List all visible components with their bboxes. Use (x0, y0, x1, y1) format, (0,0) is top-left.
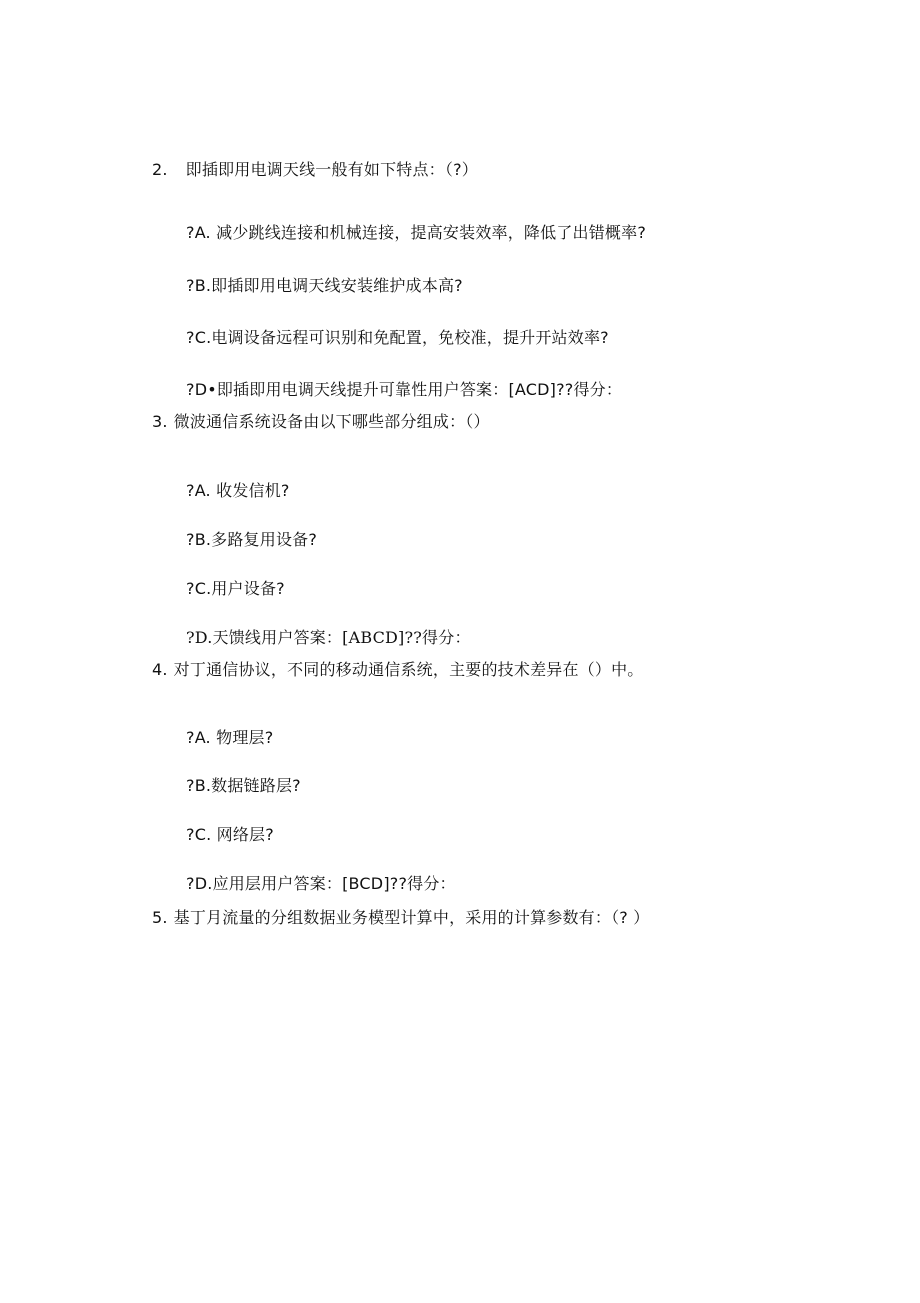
question-3 (152, 412, 490, 432)
option-c: ?C. 网络层? (186, 825, 274, 844)
question-number: 3. (152, 412, 168, 431)
option-a: ?A. 减少跳线连接和机械连接，提高安装效率，降低了出错概率? (186, 223, 647, 242)
question-number: 5. (152, 908, 168, 927)
option-d-answer: ?D.天馈线用户答案：[ABCD]??得分： (186, 628, 471, 647)
question-2 (152, 160, 478, 180)
option-d-answer: ?D•即插即用电调天线提升可靠性用户答案：[ACD]??得分： (186, 380, 623, 399)
option-b: ?B.多路复用设备? (186, 530, 318, 549)
option-c: ?C.电调设备远程可识别和免配置，免校准，提升开站效率? (186, 328, 609, 347)
option-b: ?B.数据链路层? (186, 776, 301, 795)
question-4 (152, 660, 643, 680)
option-a: ?A. 收发信机? (186, 481, 290, 500)
option-b: ?B.即插即用电调天线安装维护成本高? (186, 276, 463, 295)
question-number: 2. (152, 160, 168, 179)
option-a: ?A. 物理层? (186, 728, 274, 747)
question-5 (152, 908, 649, 928)
question-text: 基丁月流量的分组数据业务模型计算中，采用的计算参数有：（? ） (173, 908, 650, 927)
question-text: 即插即用电调天线一般有如下特点：（?） (185, 160, 478, 179)
option-c: ?C.用户设备? (186, 579, 285, 598)
question-text: 对丁通信协议，不同的移动通信系统，主要的技术差异在（）中。 (173, 660, 644, 679)
option-d-answer: ?D.应用层用户答案：[BCD]??得分： (186, 874, 456, 893)
question-number: 4. (152, 660, 168, 679)
question-text: 微波通信系统设备由以下哪些部分组成：（） (173, 412, 490, 431)
